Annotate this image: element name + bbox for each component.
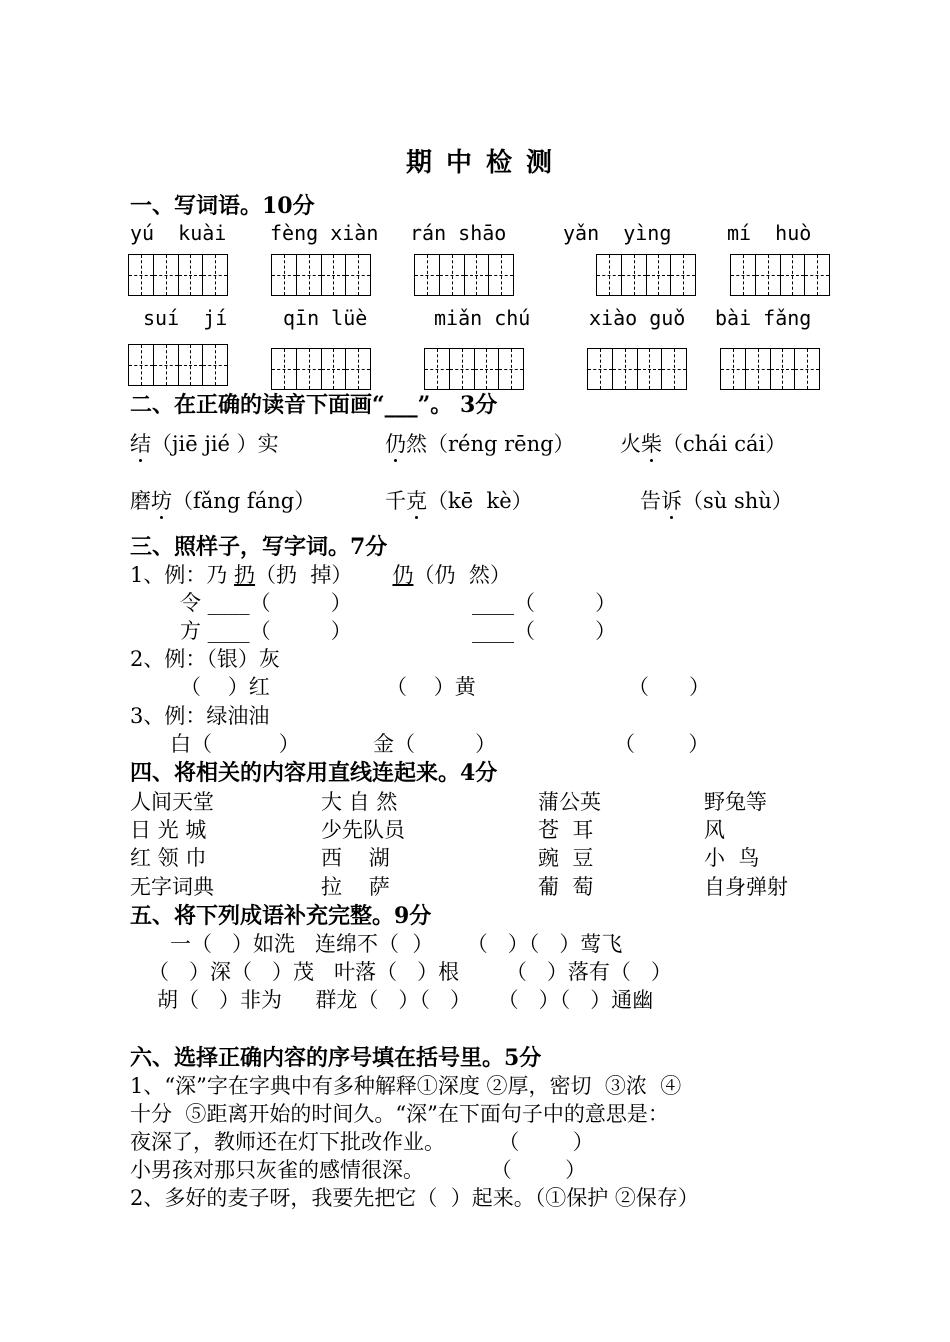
match-d-1[interactable]: 野兔等	[704, 790, 767, 814]
pinyin-6: suí jí	[143, 306, 228, 330]
example-line-3: 3、例：绿油油	[130, 704, 270, 728]
writing-grid-2[interactable]	[271, 254, 371, 296]
section-2-heading: 二、在正确的读音下面画“___”。 3分	[130, 392, 498, 418]
fill-red[interactable]: （ ）红	[180, 675, 270, 699]
writing-grid-1[interactable]	[128, 254, 228, 296]
idiom-line-2[interactable]: （ ）深（ ）茂 叶落（ ）根 （ ）落有（ ）	[148, 960, 672, 984]
page-title: 期中检测	[406, 148, 567, 178]
fill-line-ling-2[interactable]: ____（ ）	[472, 591, 617, 615]
reading-item-4: 磨坊（fǎng fáng）	[130, 489, 316, 513]
match-c-2[interactable]: 苍 耳	[538, 818, 594, 842]
fill-line-fang[interactable]: 方 ____（ ）	[180, 619, 352, 643]
choice-line-5[interactable]: 2、多好的麦子呀，我要先把它（ ）起来。（①保护 ②保存）	[130, 1186, 699, 1210]
pinyin-8: miǎn chú	[434, 306, 531, 330]
idiom-line-3[interactable]: 胡（ ）非为 群龙（ ）（ ） （ ）（ ）通幽	[157, 988, 654, 1012]
match-c-1[interactable]: 蒲公英	[538, 790, 601, 814]
pinyin-9: xiào guǒ	[589, 306, 686, 330]
pinyin-7: qīn lüè	[283, 306, 368, 330]
writing-grid-7[interactable]	[271, 348, 371, 390]
section-1-heading: 一、写词语。10分	[130, 193, 315, 219]
fill-line-ling[interactable]: 令 ____（ ）	[180, 591, 352, 615]
reading-item-2: 仍然（réng rēng）	[385, 432, 575, 456]
fill-line-fang-2[interactable]: ____（ ）	[472, 619, 617, 643]
writing-grid-3[interactable]	[414, 254, 514, 296]
pinyin-3: rán shāo	[410, 221, 507, 245]
section-3-heading: 三、照样子，写字词。7分	[130, 534, 388, 560]
match-a-4[interactable]: 无字词典	[130, 875, 214, 899]
fill-yellow[interactable]: （ ）黄	[386, 675, 476, 699]
match-b-3[interactable]: 西 湖	[321, 846, 390, 870]
match-a-2[interactable]: 日 光 城	[130, 818, 207, 842]
fill-gold[interactable]: 金（ ）	[373, 732, 497, 756]
choice-line-3[interactable]: 夜深了，教师还在灯下批改作业。 （ ）	[130, 1130, 594, 1154]
writing-grid-6[interactable]	[128, 344, 228, 386]
match-b-4[interactable]: 拉 萨	[321, 875, 390, 899]
choice-line-4[interactable]: 小男孩对那只灰雀的感情很深。 （ ）	[130, 1158, 587, 1182]
reading-item-3: 火柴（chái cái）	[620, 432, 787, 456]
choice-line-2: 十分 ⑤距离开始的时间久。“深”在下面句子中的意思是：	[130, 1102, 669, 1126]
pinyin-5: mí huò	[727, 221, 812, 245]
pinyin-2: fèng xiàn	[270, 221, 379, 245]
reading-item-1: 结（jiē jié ）实	[130, 432, 279, 456]
match-d-2[interactable]: 风	[704, 818, 725, 842]
writing-grid-8[interactable]	[424, 348, 524, 390]
pinyin-10: bài fǎng	[715, 306, 812, 330]
pinyin-1: yú kuài	[130, 221, 227, 245]
match-c-4[interactable]: 葡 萄	[538, 875, 594, 899]
example-line-1: 1、例：乃 扔（扔 掉） 仍（仍 然）	[130, 563, 511, 587]
section-4-heading: 四、将相关的内容用直线连起来。4分	[130, 760, 498, 786]
section-5-heading: 五、将下列成语补充完整。9分	[130, 903, 432, 929]
fill-blank-color[interactable]: （ ）	[628, 675, 711, 699]
match-b-1[interactable]: 大 自 然	[321, 790, 398, 814]
idiom-line-1[interactable]: 一（ ）如洗 连绵不（ ） （ ）（ ）莺飞	[170, 932, 623, 956]
match-a-1[interactable]: 人间天堂	[130, 790, 214, 814]
match-a-3[interactable]: 红 领 巾	[130, 846, 207, 870]
match-b-2[interactable]: 少先队员	[321, 818, 405, 842]
example-line-2: 2、例：（银）灰	[130, 647, 280, 671]
match-d-4[interactable]: 自身弹射	[704, 875, 788, 899]
writing-grid-9[interactable]	[587, 348, 687, 390]
match-d-3[interactable]: 小 鸟	[704, 846, 760, 870]
choice-line-1: 1、“深”字在字典中有多种解释①深度 ②厚，密切 ③浓 ④	[130, 1074, 682, 1098]
fill-white[interactable]: 白（ ）	[170, 732, 300, 756]
reading-item-6: 告诉（sù shù）	[640, 489, 793, 513]
reading-item-5: 千克（kē kè）	[385, 489, 533, 513]
writing-grid-10[interactable]	[720, 348, 820, 390]
pinyin-4: yǎn yìng	[563, 221, 672, 245]
section-6-heading: 六、选择正确内容的序号填在括号里。5分	[130, 1045, 542, 1071]
match-c-3[interactable]: 豌 豆	[538, 846, 594, 870]
writing-grid-5[interactable]	[730, 254, 830, 296]
fill-blank-word[interactable]: （ ）	[614, 732, 710, 756]
writing-grid-4[interactable]	[596, 254, 696, 296]
